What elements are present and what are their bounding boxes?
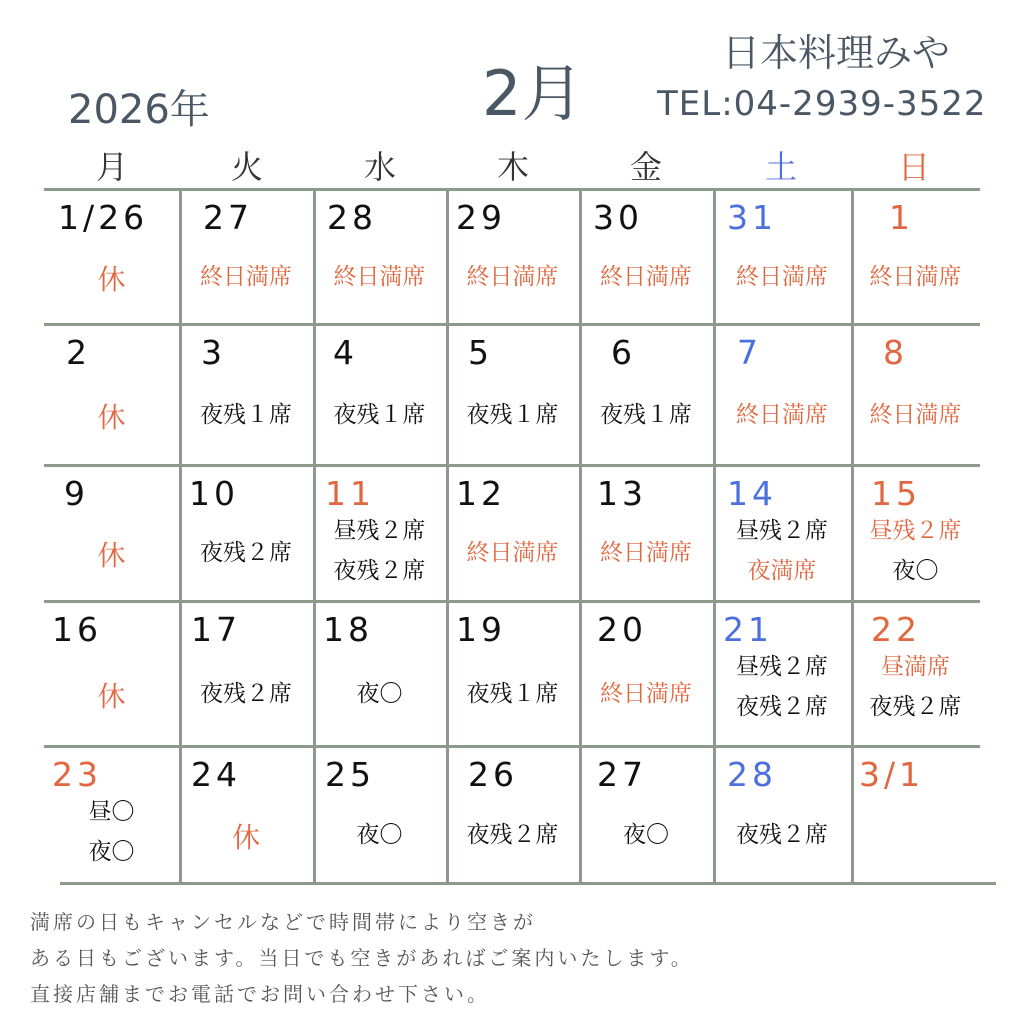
weekday-header: 日 (897, 148, 930, 186)
grid-line (44, 323, 980, 326)
availability-label: 夜残１席 (466, 401, 559, 428)
availability-label: 終日満席 (869, 263, 962, 290)
availability-label: 夜〇 (356, 680, 403, 707)
availability-label: 昼残２席 (736, 654, 828, 680)
day-number: 3/1 (859, 755, 925, 794)
day-number: 7 (737, 333, 762, 372)
day-number: 19 (456, 610, 506, 649)
weekday-header: 火 (230, 148, 263, 186)
notice-line: 満席の日もキャンセルなどで時間帯により空きが (30, 910, 536, 934)
availability-label: 夜残２席 (736, 694, 828, 720)
availability-label: 昼残２席 (333, 518, 426, 544)
day-number: 12 (456, 474, 506, 513)
availability-label: 夜満席 (747, 558, 817, 584)
day-number: 29 (456, 198, 506, 237)
day-number: 2 (66, 333, 91, 372)
day-number: 9 (64, 474, 89, 513)
availability-label: 夜〇 (88, 839, 135, 865)
phone-number: TEL:04-2939-3522 (657, 84, 987, 124)
day-number: 31 (727, 198, 777, 237)
availability-label: 終日満席 (869, 401, 962, 428)
weekday-header: 水 (363, 148, 396, 186)
grid-line (44, 188, 980, 191)
day-number: 17 (191, 610, 241, 649)
availability-label: 終日満席 (200, 263, 292, 290)
closed-label: 休 (97, 262, 126, 296)
availability-label: 終日満席 (466, 540, 559, 566)
availability-label: 夜残２席 (333, 558, 426, 584)
day-number: 11 (325, 474, 375, 513)
availability-label: 夜〇 (892, 558, 939, 584)
day-number: 8 (883, 333, 908, 372)
day-number: 23 (52, 755, 102, 794)
availability-label: 夜残２席 (869, 694, 962, 720)
day-number: 16 (52, 610, 102, 649)
availability-label: 夜残１席 (333, 401, 426, 428)
availability-label: 夜残２席 (466, 821, 559, 848)
availability-label: 昼残２席 (869, 518, 962, 544)
notice-line: ある日もございます。当日でも空きがあればご案内いたします。 (30, 946, 694, 970)
day-number: 14 (727, 474, 777, 513)
day-number: 5 (468, 333, 493, 372)
availability-label: 終日満席 (466, 263, 559, 290)
availability-label: 終日満席 (600, 263, 692, 290)
weekday-header: 金 (629, 148, 662, 186)
day-number: 13 (597, 474, 647, 513)
availability-label: 昼〇 (88, 799, 135, 825)
day-number: 21 (723, 610, 773, 649)
day-number: 22 (871, 610, 921, 649)
closed-label: 休 (97, 539, 126, 572)
weekday-header: 土 (764, 148, 797, 186)
weekday-header: 木 (496, 148, 529, 186)
grid-line (60, 882, 996, 885)
availability-label: 終日満席 (736, 263, 828, 290)
day-number: 18 (323, 610, 373, 649)
availability-label: 夜残１席 (466, 680, 559, 707)
availability-label: 終日満席 (333, 263, 426, 290)
availability-label: 終日満席 (600, 680, 692, 707)
day-number: 10 (189, 474, 239, 513)
availability-label: 夜残１席 (200, 401, 292, 428)
day-number: 30 (593, 198, 643, 237)
year-label: 2026年 (68, 87, 210, 133)
availability-label: 昼満席 (881, 654, 950, 680)
day-number: 28 (727, 755, 777, 794)
closed-label: 休 (231, 820, 260, 854)
day-number: 28 (327, 198, 377, 237)
day-number: 26 (468, 755, 518, 794)
notice-line: 直接店舗までお電話でお問い合わせ下さい。 (30, 982, 490, 1006)
notice-text (30, 904, 694, 1012)
day-number: 20 (597, 610, 647, 649)
day-number: 24 (191, 755, 241, 794)
weekday-header: 月 (95, 148, 128, 186)
day-number: 1/26 (58, 198, 149, 237)
day-number: 25 (325, 755, 375, 794)
availability-label: 終日満席 (600, 540, 692, 566)
availability-label: 夜〇 (623, 821, 669, 848)
availability-label: 夜〇 (356, 821, 403, 848)
day-number: 27 (597, 755, 647, 794)
closed-label: 休 (97, 679, 126, 713)
day-number: 1 (889, 198, 914, 237)
availability-label: 夜残２席 (200, 540, 292, 566)
availability-label: 昼残２席 (736, 518, 828, 544)
grid-line (44, 600, 980, 603)
day-number: 15 (871, 474, 921, 513)
availability-label: 夜残２席 (736, 821, 828, 848)
month-title: 2月 (482, 57, 584, 130)
day-number: 6 (611, 333, 636, 372)
grid-line (44, 464, 980, 467)
availability-label: 夜残１席 (600, 401, 692, 428)
closed-label: 休 (97, 400, 126, 434)
availability-label: 終日満席 (736, 401, 828, 428)
restaurant-name: 日本料理みや (722, 31, 951, 75)
availability-label: 夜残２席 (200, 680, 292, 707)
day-number: 3 (201, 333, 226, 372)
grid-line (44, 745, 980, 748)
day-number: 27 (203, 198, 253, 237)
day-number: 4 (333, 333, 358, 372)
